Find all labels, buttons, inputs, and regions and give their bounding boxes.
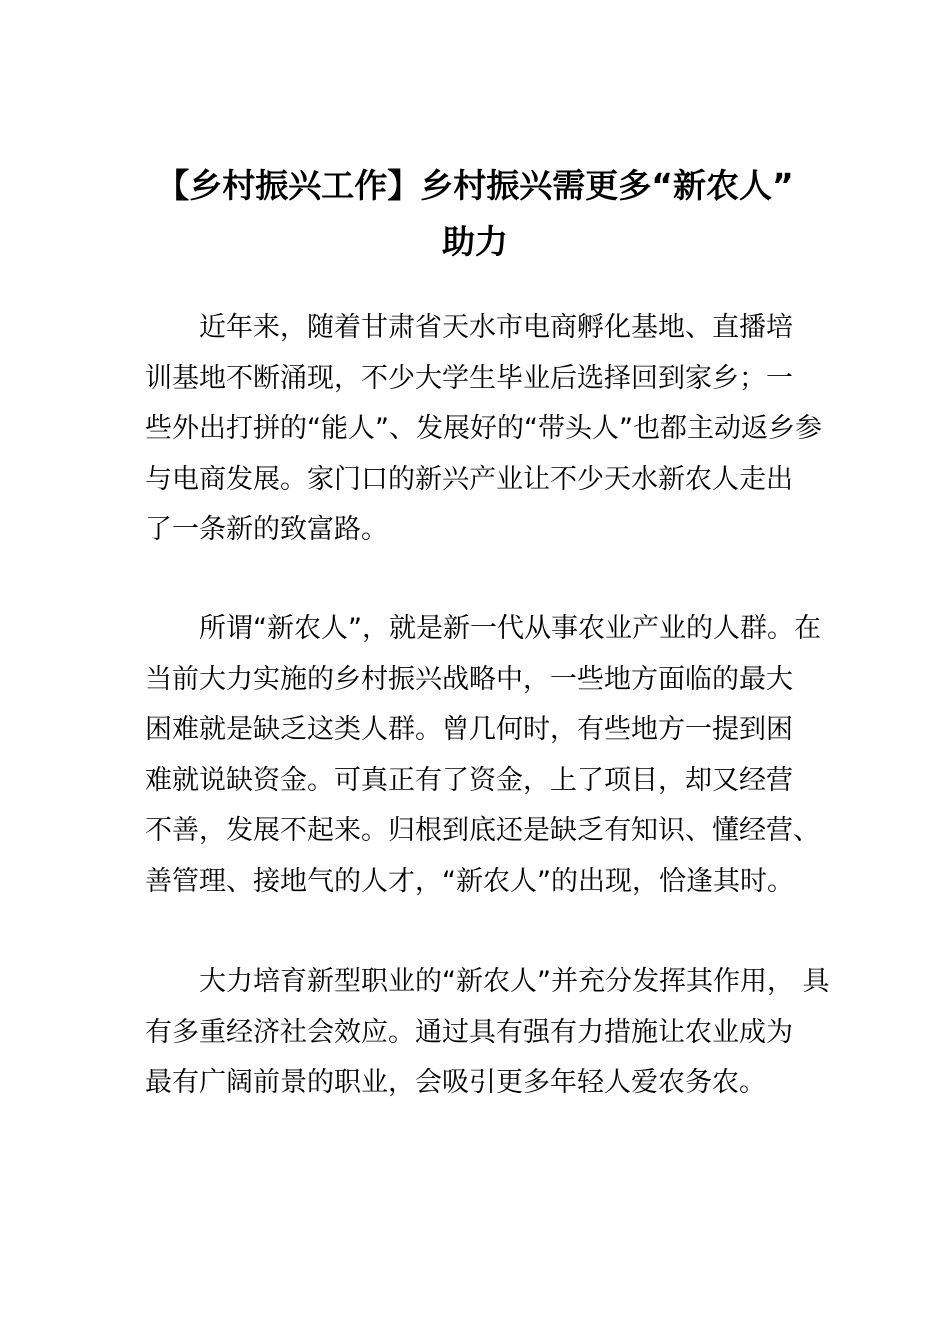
paragraph-1	[145, 303, 822, 556]
paragraph-line: 大力培育新型职业的“新农人”并充分发挥其作用， 具	[199, 966, 830, 997]
paragraph-line: 最有广阔前景的职业，会吸引更多年轻人爱农务农。	[145, 1067, 766, 1098]
paragraph-line: 难就说缺资金。可真正有了资金，上了项目，却又经营	[145, 764, 793, 796]
paragraph-line: 不善，发展不起来。归根到底还是缺乏有知识、懂经营、	[145, 815, 820, 846]
paragraph-2	[145, 604, 821, 907]
paragraph-line: 善管理、接地气的人才，“新农人”的出现，恰逢其时。	[145, 865, 794, 897]
paragraph-3	[145, 957, 830, 1109]
paragraph-line: 近年来，随着甘肃省天水市电商孵化基地、直播培	[199, 312, 793, 343]
paragraph-line: 有多重经济社会效应。通过具有强有力措施让农业成为	[145, 1016, 793, 1048]
paragraph-line: 了一条新的致富路。	[145, 514, 388, 545]
paragraph-line: 所谓“新农人”，就是新一代从事农业产业的人群。在	[199, 613, 821, 644]
paragraph-line: 训基地不断涌现，不少大学生毕业后选择回到家乡；一	[145, 362, 793, 394]
document-title	[145, 158, 805, 270]
title-line: 助力	[442, 222, 508, 261]
paragraph-line: 困难就是缺乏这类人群。曾几何时，有些地方一提到困	[145, 714, 793, 745]
title-line: 【乡村振兴工作】乡村振兴需更多“新农人”	[156, 166, 794, 205]
paragraph-line: 当前大力实施的乡村振兴战略中，一些地方面临的最大	[145, 663, 793, 695]
paragraph-line: 与电商发展。家门口的新兴产业让不少天水新农人走出	[145, 463, 793, 495]
paragraph-line: 些外出打拼的“能人”、发展好的“带头人”也都主动返乡参	[145, 413, 822, 444]
